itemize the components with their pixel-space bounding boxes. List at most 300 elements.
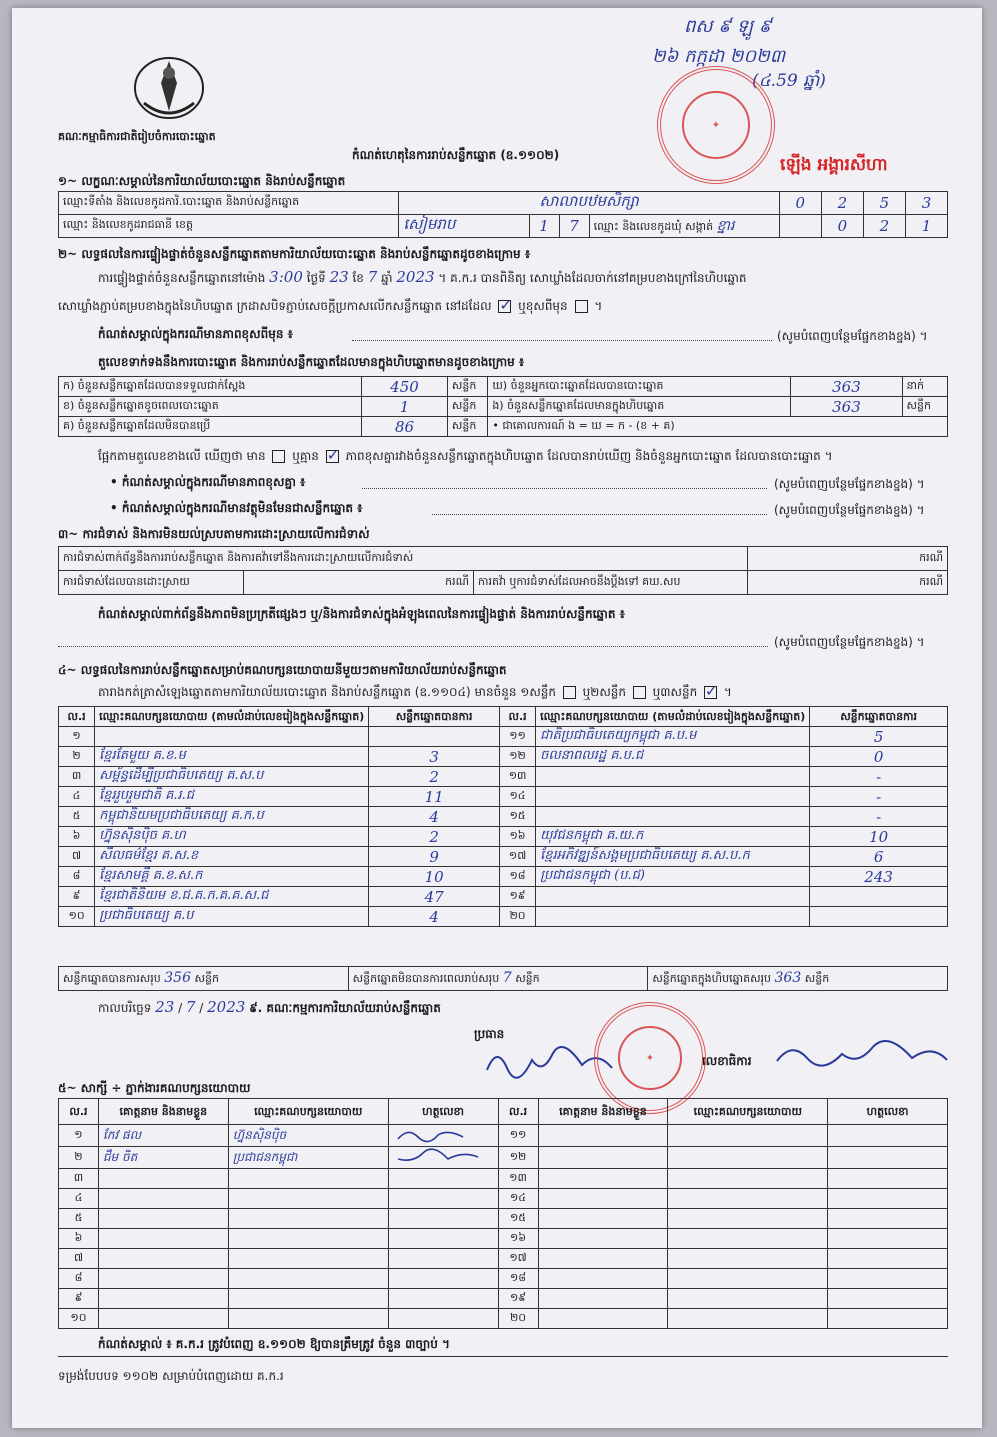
witness-signature bbox=[828, 1169, 948, 1189]
result-party: ជាតិប្រជាធិបតេយ្យកម្ពុជា គ.ប.ម bbox=[536, 727, 810, 747]
res-h-no-left: ល.រ bbox=[59, 707, 95, 727]
same-checkbox[interactable] bbox=[498, 300, 511, 313]
appeal-case: ករណី bbox=[748, 571, 948, 595]
witness-row bbox=[59, 1269, 948, 1289]
verify-month-label: ខែ bbox=[352, 271, 364, 285]
discrepancy-rest: ភាពខុសគ្នារវាងចំនួនសន្លឹកឆ្នោតក្នុងហិបឆ្នោត ដែលបានរាប់ឃើញ និងចំនួនអ្នកបោះឆ្នោត ដែលបានបោះឆ្នោត ។ bbox=[345, 449, 833, 463]
result-no: ១៧ bbox=[499, 847, 535, 867]
national-emblem-icon bbox=[130, 53, 208, 123]
total-box-label: សន្លឹកឆ្នោតក្នុងហិបឆ្នោតសរុប bbox=[652, 971, 772, 985]
result-votes: 4 bbox=[369, 907, 500, 927]
witness-party bbox=[228, 1309, 388, 1329]
witness-party bbox=[228, 1189, 388, 1209]
footer-divider bbox=[58, 1356, 948, 1357]
witness-signature bbox=[388, 1125, 498, 1147]
witness-body bbox=[59, 1125, 948, 1329]
figures-table bbox=[58, 376, 948, 437]
result-no: ២ bbox=[59, 747, 95, 767]
fig-c-value: 86 bbox=[362, 417, 448, 437]
code1-d2: 2 bbox=[821, 192, 863, 215]
fig-b-value: 1 bbox=[362, 397, 448, 417]
result-no: ១០ bbox=[59, 907, 95, 927]
result-no: ១២ bbox=[499, 747, 535, 767]
bullet-diff-fill: (សូមបំពេញបន្ថែមផ្នែកខាងខ្នង) ។ bbox=[774, 477, 925, 491]
result-party bbox=[95, 727, 369, 747]
witness-signature bbox=[828, 1289, 948, 1309]
result-no: ៣ bbox=[59, 767, 95, 787]
date-line: កាលបរិច្ឆេទ 23 / 7 / 2023 ៩. គណៈកម្មការការិយាល័យរាប់សន្លឹកឆ្នោត bbox=[98, 998, 441, 1016]
diff-note-line[interactable] bbox=[352, 340, 772, 341]
witness-no: ១ bbox=[59, 1125, 99, 1147]
result-votes: 6 bbox=[810, 847, 948, 867]
results-row bbox=[59, 907, 948, 927]
date-day: 23 bbox=[155, 998, 175, 1016]
fig-b-unit: សន្លឹក bbox=[447, 397, 487, 417]
verify-time-label: ការផ្ទៀងផ្ទាត់ចំនួនសន្លឹកឆ្នោតនៅម៉ោង bbox=[98, 271, 266, 285]
bullet-object: • កំណត់សម្គាល់ក្នុងករណីមានវត្ថុមិនមែនជាសន្លឹកឆ្នោត ៖ bbox=[110, 501, 363, 515]
result-votes: 10 bbox=[810, 827, 948, 847]
two-sheet-label: ឬ២សន្លឹក bbox=[582, 685, 627, 699]
section1-title: ១~ លក្ខណៈសម្គាល់នៃការិយាល័យបោះឆ្នោត និងរាប់សន្លឹកឆ្នោត bbox=[58, 174, 346, 188]
handwritten-note-1: ពស ៩ ឡូ ៩ bbox=[684, 16, 772, 37]
result-no: ១៤ bbox=[499, 787, 535, 807]
witness-party bbox=[228, 1209, 388, 1229]
witness-no: ៨ bbox=[59, 1269, 99, 1289]
province-code-d2: 7 bbox=[559, 215, 589, 238]
witness-row bbox=[59, 1169, 948, 1189]
witness-signature bbox=[828, 1125, 948, 1147]
witness-party bbox=[668, 1147, 828, 1169]
result-party: ប្រជាធិបតេយ្យ គ.ប bbox=[95, 907, 369, 927]
results-row bbox=[59, 887, 948, 907]
witness-name: ជឹម ចិត bbox=[98, 1147, 228, 1169]
fig-a-unit: សន្លឹក bbox=[447, 377, 487, 397]
committee-label: ៩. គណៈកម្មការការិយាល័យរាប់សន្លឹកឆ្នោត bbox=[249, 1001, 441, 1015]
total-box-unit: សន្លឹក bbox=[804, 971, 830, 985]
witness-no: ១១ bbox=[498, 1125, 538, 1147]
verify-line-1 bbox=[98, 268, 747, 288]
fig-rule: • ជាគោលការណ៍ ង = ឃ = ក - (ខ + គ) bbox=[488, 417, 948, 437]
total-valid-value: 356 bbox=[164, 969, 191, 986]
fig-c-unit: សន្លឹក bbox=[447, 417, 487, 437]
section2-title: ២~ លទ្ធផលនៃការផ្ទៀងផ្ទាត់ចំនួនសន្លឹកឆ្នោតតាមការិយាល័យបោះឆ្នោត និងរាប់សន្លឹកឆ្នោតដូចខាងក្រោម ៖ bbox=[58, 247, 531, 261]
witness-name bbox=[538, 1309, 668, 1329]
date-month: 7 bbox=[185, 998, 196, 1016]
wit-h-sign-left: ហត្ថលេខា bbox=[388, 1099, 498, 1125]
witness-no: ៥ bbox=[59, 1209, 99, 1229]
result-party: យុវជនកម្ពុជា គ.យ.ក bbox=[536, 827, 810, 847]
total-invalid-value: 7 bbox=[502, 969, 512, 986]
witness-party bbox=[668, 1269, 828, 1289]
result-no: ៥ bbox=[59, 807, 95, 827]
results-row bbox=[59, 787, 948, 807]
witness-name bbox=[98, 1189, 228, 1209]
fig-b-label: ខ) ចំនួនសន្លឹកឆ្នោតខូចពេលបោះឆ្នោត bbox=[59, 397, 362, 417]
witness-row bbox=[59, 1147, 948, 1169]
province-code-d1: 1 bbox=[529, 215, 559, 238]
result-votes: 11 bbox=[369, 787, 500, 807]
province-label: ឈ្មោះ និងលេខកូដរាជធានី ខេត្ត bbox=[59, 215, 399, 238]
witness-row bbox=[59, 1289, 948, 1309]
secretary-signature bbox=[772, 1036, 952, 1072]
res-h-party-left: ឈ្មោះគណបក្សនយោបាយ (តាមលំដាប់លេខរៀងក្នុងសន្លឹកឆ្នោត) bbox=[95, 707, 369, 727]
verify-line2-text: សោឃ្លាំងភ្ជាប់គម្របខាងក្នុងនៃហិបឆ្នោត ក្រដាសបិទភ្ជាប់សេចក្តីប្រកាសលើកសន្លឹកឆ្នោត នៅដដែល bbox=[58, 299, 492, 313]
irregularity-fill: (សូមបំពេញបន្ថែមផ្នែកខាងខ្នង) ។ bbox=[774, 635, 925, 649]
fig-a-value: 450 bbox=[362, 377, 448, 397]
secretary-label: លេខាធិការ bbox=[702, 1054, 752, 1068]
objection-table bbox=[58, 546, 948, 595]
footer-text: ទម្រង់បែបបទ ១១០២ សម្រាប់បំពេញដោយ គ.ក.រ bbox=[58, 1369, 284, 1383]
witness-signature bbox=[828, 1189, 948, 1209]
result-no: ២០ bbox=[499, 907, 535, 927]
result-party: ប្រជាជនកម្ពុជា (ប.ជ) bbox=[536, 867, 810, 887]
bottom-note: កំណត់សម្គាល់ ៖ គ.ក.រ ត្រូវបំពេញ ឧ.១១០២ ឱ្យបានត្រឹមត្រូវ ចំនួន ៣ច្បាប់ ។ bbox=[98, 1337, 450, 1351]
res-h-no-right: ល.រ bbox=[499, 707, 535, 727]
witness-signature-mark bbox=[393, 1125, 483, 1143]
witness-party bbox=[228, 1229, 388, 1249]
result-votes: 5 bbox=[810, 727, 948, 747]
code2-d2: 2 bbox=[863, 215, 905, 238]
fig-c-label: គ) ចំនួនសន្លឹកឆ្នោតដែលមិនបានប្រើ bbox=[59, 417, 362, 437]
witness-signature bbox=[828, 1249, 948, 1269]
fig-e-label: ង) ចំនួនសន្លឹកឆ្នោតដែលមានក្នុងហិបឆ្នោត bbox=[488, 397, 791, 417]
total-valid-unit: សន្លឹក bbox=[194, 971, 219, 985]
result-party: សីលធម៌ខ្មែរ គ.ស.ខ bbox=[95, 847, 369, 867]
handwritten-note-2: ២៦ កក្កដា ២០២៣ bbox=[652, 46, 786, 67]
witness-name bbox=[98, 1309, 228, 1329]
result-party: ខ្មែរសាមគ្គី គ.ខ.ស.ក bbox=[95, 867, 369, 887]
wit-h-no-right: ល.រ bbox=[498, 1099, 538, 1125]
witness-table bbox=[58, 1098, 948, 1329]
has-label: ផ្អែកតាមតួលេខខាងលើ ឃើញថា មាន bbox=[98, 449, 266, 463]
witness-party bbox=[668, 1309, 828, 1329]
form-paper bbox=[12, 8, 982, 1428]
witness-row bbox=[59, 1229, 948, 1249]
witness-party: ប្រជាជនកម្ពុជា bbox=[228, 1147, 388, 1169]
witness-party bbox=[668, 1289, 828, 1309]
objection-label: ការជំទាស់ពាក់ព័ន្ធនឹងការរាប់សន្លឹកឆ្នោត និងការតវ៉ាទៅនឹងការដោះស្រាយលើការជំទាស់ bbox=[59, 547, 748, 571]
witness-party bbox=[228, 1289, 388, 1309]
result-no: ១៨ bbox=[499, 867, 535, 887]
diff-checkbox[interactable] bbox=[575, 300, 588, 313]
witness-party bbox=[668, 1229, 828, 1249]
witness-name bbox=[538, 1269, 668, 1289]
result-no: ១៣ bbox=[499, 767, 535, 787]
witness-row bbox=[59, 1125, 948, 1147]
witness-no: ១២ bbox=[498, 1147, 538, 1169]
province-value: សៀមរាប bbox=[399, 215, 529, 238]
diff-note-label: កំណត់សម្គាល់ក្នុងករណីមានភាពខុសពីមុន ៖ bbox=[98, 327, 293, 341]
total-box-cell bbox=[648, 967, 948, 991]
verify-month: 7 bbox=[367, 268, 378, 286]
diff-label: ឬខុសពីមុន bbox=[518, 299, 568, 313]
org-name: គណៈកម្មាធិការជាតិរៀបចំការបោះឆ្នោត bbox=[58, 130, 216, 143]
code1-d3: 5 bbox=[863, 192, 905, 215]
witness-no: ១៣ bbox=[498, 1169, 538, 1189]
result-party: សម្ព័ន្ធដើម្បីប្រជាធិបតេយ្យ គ.ស.ប bbox=[95, 767, 369, 787]
fig-e-value: 363 bbox=[791, 397, 902, 417]
section4-title: ៤~ លទ្ធផលនៃការរាប់សន្លឹកឆ្នោតសម្រាប់គណបក្សនយោបាយនីមួយៗតាមការិយាល័យរាប់សន្លឹកឆ្នោត bbox=[58, 663, 507, 677]
fig-a-label: ក) ចំនួនសន្លឹកឆ្នោតដែលបានទទួលជាក់ស្តែង bbox=[59, 377, 362, 397]
bullet-diff-line[interactable] bbox=[362, 488, 767, 489]
tally-sheet-line: តារាងកត់ត្រាសំឡេងឆ្នោតតាមការិយាល័យបោះឆ្នោត និងរាប់សន្លឹកឆ្នោត (ឧ.១១០៤) មានចំនួន ១សន្លឹក ឬ២សន្លឹក ឬ៣សន្លឹក ✓ ។ bbox=[98, 684, 732, 702]
witness-no: ១៥ bbox=[498, 1209, 538, 1229]
code2-d1: 0 bbox=[821, 215, 863, 238]
witness-no: ៤ bbox=[59, 1189, 99, 1209]
witness-row bbox=[59, 1249, 948, 1269]
res-h-votes-left: សន្លឹកឆ្នោតបានការ bbox=[369, 707, 500, 727]
results-row bbox=[59, 767, 948, 787]
witness-signature bbox=[388, 1147, 498, 1169]
total-box-value: 363 bbox=[774, 969, 802, 986]
result-party: ហ្វ៊ុនស៊ិនប៉ិច គ.ហ bbox=[95, 827, 369, 847]
result-party: ខ្មែរតែមួយ គ.ខ.ម bbox=[95, 747, 369, 767]
witness-no: ១០ bbox=[59, 1309, 99, 1329]
wit-h-party-left: ឈ្មោះគណបក្សនយោបាយ bbox=[228, 1099, 388, 1125]
resolved-case: ករណី bbox=[244, 571, 474, 595]
witness-row bbox=[59, 1309, 948, 1329]
witness-no: ២០ bbox=[498, 1309, 538, 1329]
none-label: ឬគ្មាន bbox=[292, 449, 319, 463]
fig-d-unit: នាក់ bbox=[902, 377, 947, 397]
witness-signature bbox=[388, 1229, 498, 1249]
results-table bbox=[58, 706, 948, 927]
witness-signature bbox=[828, 1229, 948, 1249]
witness-signature bbox=[828, 1147, 948, 1169]
verify-year: 2023 bbox=[396, 268, 435, 286]
results-row bbox=[59, 727, 948, 747]
witness-party: ហ្វ៊ុនស៊ិនប៉ិច bbox=[228, 1125, 388, 1147]
witness-name bbox=[538, 1209, 668, 1229]
three-sheet-checkbox[interactable] bbox=[704, 686, 717, 699]
wit-h-party-right: ឈ្មោះគណបក្សនយោបាយ bbox=[668, 1099, 828, 1125]
results-row bbox=[59, 847, 948, 867]
witness-name bbox=[538, 1289, 668, 1309]
code2-blank bbox=[779, 215, 821, 238]
witness-signature bbox=[388, 1309, 498, 1329]
bullet-diff: • កំណត់សម្គាល់ក្នុងករណីមានភាពខុសគ្នា ៖ bbox=[110, 475, 306, 489]
witness-signature bbox=[388, 1269, 498, 1289]
result-party: ខ្មែរអភិវឌ្ឍន៍សង្គមប្រជាធិបតេយ្យ គ.ស.ប.ក bbox=[536, 847, 810, 867]
res-h-party-right: ឈ្មោះគណបក្សនយោបាយ (តាមលំដាប់លេខរៀងក្នុងសន្លឹកឆ្នោត) bbox=[536, 707, 810, 727]
witness-party bbox=[668, 1209, 828, 1229]
result-votes: 3 bbox=[369, 747, 500, 767]
fig-d-value: 363 bbox=[791, 377, 902, 397]
has-diff-checkbox[interactable] bbox=[272, 450, 285, 463]
chair-label: ប្រធាន bbox=[474, 1027, 505, 1041]
results-row bbox=[59, 827, 948, 847]
result-votes: 2 bbox=[369, 767, 500, 787]
witness-name: កែវ ផល bbox=[98, 1125, 228, 1147]
wit-h-name-right: គោត្តនាម និងនាមខ្លួន bbox=[538, 1099, 668, 1125]
fig-d-label: ឃ) ចំនួនអ្នកបោះឆ្នោតដែលបានបោះឆ្នោត bbox=[488, 377, 791, 397]
resolved-label: ការជំទាស់ដែលបានដោះស្រាយ bbox=[59, 571, 244, 595]
total-invalid-cell bbox=[348, 967, 648, 991]
witness-party bbox=[668, 1125, 828, 1147]
result-votes: 2 bbox=[369, 827, 500, 847]
witness-name bbox=[98, 1209, 228, 1229]
code1-d1: 0 bbox=[779, 192, 821, 215]
verify-time: 3:00 bbox=[269, 268, 303, 286]
witness-no: ២ bbox=[59, 1147, 99, 1169]
result-party: ខ្មែររួបរួមជាតិ គ.រ.ជ bbox=[95, 787, 369, 807]
bullet-object-fill: (សូមបំពេញបន្ថែមផ្នែកខាងខ្នង) ។ bbox=[774, 503, 925, 517]
one-sheet-checkbox[interactable] bbox=[563, 686, 576, 699]
witness-name bbox=[538, 1249, 668, 1269]
tally-intro: តារាងកត់ត្រាសំឡេងឆ្នោតតាមការិយាល័យបោះឆ្នោត និងរាប់សន្លឹកឆ្នោត (ឧ.១១០៤) មានចំនួន ១សន្លឹក bbox=[98, 685, 556, 699]
totals-table bbox=[58, 966, 948, 991]
appeal-label: ការតវ៉ា ឬការជំទាស់ដែលអាចនឹងប្តឹងទៅ គឃ.សប bbox=[474, 571, 748, 595]
witness-name bbox=[538, 1189, 668, 1209]
witness-signature bbox=[828, 1269, 948, 1289]
result-party: ខ្មែរជាតិនិយម ខ.ជ.គ.ក.គ.គ.ស.ជ bbox=[95, 887, 369, 907]
official-seal-bottom: ✦ bbox=[594, 1002, 706, 1114]
witness-no: ១៧ bbox=[498, 1249, 538, 1269]
result-votes: 47 bbox=[369, 887, 500, 907]
result-votes: 9 bbox=[369, 847, 500, 867]
commune-label-cell bbox=[589, 215, 779, 238]
result-party: កម្ពុជានិយមប្រជាធិបតេយ្យ គ.ក.ប bbox=[95, 807, 369, 827]
two-sheet-checkbox[interactable] bbox=[633, 686, 646, 699]
result-votes bbox=[810, 887, 948, 907]
result-votes: 4 bbox=[369, 807, 500, 827]
result-votes: - bbox=[810, 767, 948, 787]
result-votes: - bbox=[810, 787, 948, 807]
result-party bbox=[536, 767, 810, 787]
result-votes: - bbox=[810, 807, 948, 827]
fig-e-unit: សន្លឹក bbox=[902, 397, 947, 417]
wit-h-sign-right: ហត្ថលេខា bbox=[828, 1099, 948, 1125]
irregularity-note: កំណត់សម្គាល់ពាក់ព័ន្ធនឹងភាពមិនប្រក្រតីផ្សេងៗ ឬ/និងការជំទាស់ក្នុងអំឡុងពេលនៃការផ្ទៀងផ្ទាត់ និងការរាប់សន្លឹកឆ្នោត ៖ bbox=[98, 607, 625, 621]
witness-name bbox=[538, 1169, 668, 1189]
witness-signature bbox=[828, 1309, 948, 1329]
figures-intro: តួលេខទាក់ទងនឹងការបោះឆ្នោត និងការរាប់សន្លឹកឆ្នោតដែលមានក្នុងហិបឆ្នោតមានដូចខាងក្រោម ៖ bbox=[98, 355, 525, 369]
result-party bbox=[536, 807, 810, 827]
witness-signature bbox=[388, 1289, 498, 1309]
witness-name bbox=[538, 1229, 668, 1249]
res-h-votes-right: សន្លឹកឆ្នោតបានការ bbox=[810, 707, 948, 727]
witness-no: ៧ bbox=[59, 1249, 99, 1269]
witness-party bbox=[228, 1269, 388, 1289]
section1-table bbox=[58, 191, 948, 238]
results-body bbox=[59, 727, 948, 927]
witness-signature bbox=[828, 1209, 948, 1229]
witness-row bbox=[59, 1209, 948, 1229]
verify-day-label: ថ្ងៃទី bbox=[306, 271, 326, 285]
witness-name bbox=[98, 1229, 228, 1249]
wit-h-no-left: ល.រ bbox=[59, 1099, 99, 1125]
total-valid-label: សន្លឹកឆ្នោតបានការសរុប bbox=[63, 971, 161, 985]
result-no: ៨ bbox=[59, 867, 95, 887]
date-label: កាលបរិច្ឆេទ bbox=[98, 1001, 152, 1015]
section3-title: ៣~ ការជំទាស់ និងការមិនយល់ស្របតាមការដោះស្រាយលើការជំទាស់ bbox=[58, 527, 370, 541]
three-sheet-label: ឬ៣សន្លឹក bbox=[652, 685, 698, 699]
witness-no: ៩ bbox=[59, 1289, 99, 1309]
no-diff-checkbox[interactable] bbox=[326, 450, 339, 463]
witness-name bbox=[98, 1289, 228, 1309]
result-party bbox=[536, 907, 810, 927]
result-party: ចលនាពលរដ្ឋ គ.ប.ជ bbox=[536, 747, 810, 767]
witness-row bbox=[59, 1189, 948, 1209]
results-row bbox=[59, 867, 948, 887]
witness-no: ៣ bbox=[59, 1169, 99, 1189]
result-votes: 243 bbox=[810, 867, 948, 887]
result-party bbox=[536, 887, 810, 907]
result-no: ១៥ bbox=[499, 807, 535, 827]
total-invalid-label: សន្លឹកឆ្នោតមិនបានការពេលរាប់សរុប bbox=[352, 971, 500, 985]
verify-day: 23 bbox=[329, 268, 349, 286]
diff-note-fill: (សូមបំពេញបន្ថែមផ្នែកខាងខ្នង) ។ bbox=[777, 329, 928, 343]
witness-name bbox=[538, 1125, 668, 1147]
code2-d3: 1 bbox=[905, 215, 947, 238]
commune-label: ឈ្មោះ និងលេខកូដឃុំ សង្កាត់ bbox=[593, 219, 714, 233]
witness-no: ១៨ bbox=[498, 1269, 538, 1289]
code1-d4: 3 bbox=[905, 192, 947, 215]
result-no: ១ bbox=[59, 727, 95, 747]
witness-no: ៦ bbox=[59, 1229, 99, 1249]
bullet-object-line[interactable] bbox=[432, 514, 767, 515]
result-no: ៦ bbox=[59, 827, 95, 847]
witness-signature bbox=[388, 1189, 498, 1209]
wit-h-name-left: គោត្តនាម និងនាមខ្លួន bbox=[98, 1099, 228, 1125]
result-votes bbox=[810, 907, 948, 927]
witness-name bbox=[98, 1269, 228, 1289]
date-year: 2023 bbox=[207, 998, 246, 1016]
objection-case: ករណី bbox=[748, 547, 948, 571]
witness-party bbox=[668, 1189, 828, 1209]
verify-line1-rest: ។ គ.ក.រ បានពិនិត្យ សោឃ្លាំងដែលចាក់នៅគម្របខាងក្រៅនៃហិបឆ្នោត bbox=[438, 271, 747, 285]
total-valid-cell bbox=[59, 967, 349, 991]
witness-no: ១៤ bbox=[498, 1189, 538, 1209]
total-invalid-unit: សន្លឹក bbox=[515, 971, 540, 985]
handwritten-note-3: (៤.59 ឆ្នាំ) bbox=[752, 71, 826, 91]
result-votes bbox=[369, 727, 500, 747]
result-party bbox=[536, 787, 810, 807]
witness-party bbox=[668, 1169, 828, 1189]
witness-party bbox=[228, 1249, 388, 1269]
witness-party bbox=[668, 1249, 828, 1269]
verify-line-2: សោឃ្លាំងភ្ជាប់គម្របខាងក្នុងនៃហិបឆ្នោត ក្រដាសបិទភ្ជាប់សេចក្តីប្រកាសលើកសន្លឹកឆ្នោត នៅដដែល ✓ ឬខុសពីមុន ។ bbox=[58, 298, 602, 316]
witness-signature-mark bbox=[393, 1147, 483, 1165]
witness-name bbox=[98, 1249, 228, 1269]
result-no: ៩ bbox=[59, 887, 95, 907]
discrepancy-line bbox=[98, 448, 833, 466]
doc-title: កំណត់ហេតុនៃការរាប់សន្លឹកឆ្នោត (ឧ.១១០២) bbox=[352, 148, 560, 162]
official-seal-top: ✦ bbox=[657, 66, 775, 184]
results-row bbox=[59, 747, 948, 767]
section5-title: ៥~ សាក្សី ÷ ភ្នាក់ងារគណបក្សនយោបាយ bbox=[58, 1081, 251, 1095]
results-row bbox=[59, 807, 948, 827]
witness-signature bbox=[388, 1209, 498, 1229]
result-no: ១១ bbox=[499, 727, 535, 747]
result-votes: 0 bbox=[810, 747, 948, 767]
witness-party bbox=[228, 1169, 388, 1189]
witness-no: ១៩ bbox=[498, 1289, 538, 1309]
witness-name bbox=[98, 1169, 228, 1189]
verify-year-label: ឆ្នាំ bbox=[381, 271, 393, 285]
irregularity-line[interactable] bbox=[58, 646, 768, 647]
result-no: ១៦ bbox=[499, 827, 535, 847]
result-no: ៤ bbox=[59, 787, 95, 807]
location-label: ឈ្មោះទីតាំង និងលេខកូដការិ.បោះឆ្នោត និងរាប់សន្លឹកឆ្នោត bbox=[59, 192, 399, 215]
witness-no: ១៦ bbox=[498, 1229, 538, 1249]
commune-value: ខ្នារ bbox=[716, 217, 735, 234]
location-value: សាលាបឋមសិក្សា bbox=[399, 192, 779, 215]
red-name-stamp: ឡើង អង្គារសីហា bbox=[780, 155, 888, 175]
witness-name bbox=[538, 1147, 668, 1169]
witness-signature bbox=[388, 1249, 498, 1269]
witness-signature bbox=[388, 1169, 498, 1189]
